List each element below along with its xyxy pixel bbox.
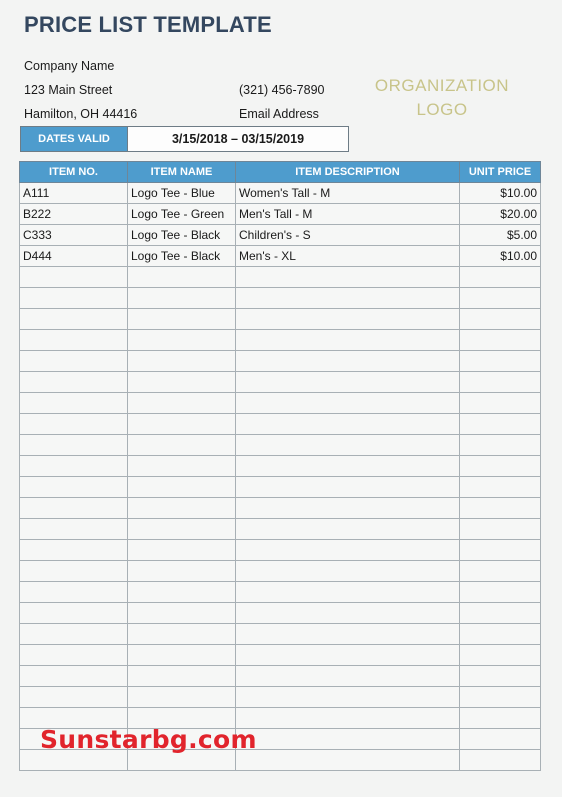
empty-cell[interactable]	[128, 267, 236, 288]
empty-cell[interactable]	[460, 666, 541, 687]
empty-cell[interactable]	[460, 603, 541, 624]
empty-table-row	[20, 561, 541, 582]
empty-cell[interactable]	[128, 288, 236, 309]
cell-item-description[interactable]: Men's - XL	[236, 246, 460, 267]
column-header-item-no: ITEM NO.	[20, 162, 128, 183]
empty-cell[interactable]	[460, 372, 541, 393]
empty-table-row	[20, 498, 541, 519]
empty-cell[interactable]	[128, 561, 236, 582]
table-row	[20, 246, 541, 267]
empty-cell[interactable]	[236, 393, 460, 414]
empty-table-row	[20, 477, 541, 498]
empty-cell[interactable]	[20, 603, 128, 624]
empty-cell[interactable]	[236, 519, 460, 540]
empty-table-row	[20, 351, 541, 372]
empty-cell[interactable]	[460, 624, 541, 645]
empty-cell[interactable]	[20, 519, 128, 540]
empty-cell[interactable]	[20, 666, 128, 687]
empty-cell[interactable]	[128, 519, 236, 540]
empty-table-row	[20, 519, 541, 540]
empty-cell[interactable]	[128, 624, 236, 645]
empty-cell[interactable]	[128, 540, 236, 561]
empty-cell[interactable]	[128, 414, 236, 435]
empty-cell[interactable]	[460, 561, 541, 582]
empty-cell[interactable]	[128, 393, 236, 414]
empty-cell[interactable]	[20, 351, 128, 372]
empty-cell[interactable]	[460, 330, 541, 351]
empty-cell[interactable]	[236, 267, 460, 288]
company-street: 123 Main Street	[24, 83, 113, 97]
empty-cell[interactable]	[236, 666, 460, 687]
cell-item-no[interactable]: B222	[20, 204, 128, 225]
empty-cell[interactable]	[460, 456, 541, 477]
empty-cell[interactable]	[128, 687, 236, 708]
company-name: Company Name	[24, 59, 115, 73]
column-header-item-name: ITEM NAME	[128, 162, 236, 183]
empty-cell[interactable]	[460, 435, 541, 456]
cell-item-no[interactable]: A111	[20, 183, 128, 204]
empty-cell[interactable]	[20, 309, 128, 330]
empty-table-row	[20, 540, 541, 561]
cell-item-no[interactable]: D444	[20, 246, 128, 267]
empty-cell[interactable]	[20, 561, 128, 582]
empty-cell[interactable]	[236, 477, 460, 498]
empty-table-row	[20, 624, 541, 645]
empty-cell[interactable]	[20, 330, 128, 351]
empty-cell[interactable]	[236, 435, 460, 456]
column-header-item-description: ITEM DESCRIPTION	[236, 162, 460, 183]
empty-cell[interactable]	[460, 498, 541, 519]
empty-cell[interactable]	[460, 477, 541, 498]
empty-cell[interactable]	[20, 477, 128, 498]
empty-cell[interactable]	[128, 456, 236, 477]
empty-cell[interactable]	[460, 645, 541, 666]
empty-cell[interactable]	[236, 540, 460, 561]
empty-cell[interactable]	[236, 351, 460, 372]
cell-item-name[interactable]: Logo Tee - Black	[128, 246, 236, 267]
empty-cell[interactable]	[236, 498, 460, 519]
empty-table-row	[20, 666, 541, 687]
dates-valid-label: DATES VALID	[21, 127, 128, 151]
logo-line-1: ORGANIZATION	[374, 76, 510, 95]
empty-cell[interactable]	[460, 519, 541, 540]
empty-cell[interactable]	[460, 351, 541, 372]
empty-table-row	[20, 288, 541, 309]
cell-item-name[interactable]: Logo Tee - Blue	[128, 183, 236, 204]
column-header-unit-price: UNIT PRICE	[460, 162, 541, 183]
cell-unit-price[interactable]: $10.00	[460, 183, 541, 204]
empty-cell[interactable]	[20, 582, 128, 603]
empty-cell[interactable]	[20, 645, 128, 666]
empty-table-row	[20, 582, 541, 603]
empty-cell[interactable]	[20, 372, 128, 393]
empty-cell[interactable]	[128, 351, 236, 372]
empty-cell[interactable]	[460, 687, 541, 708]
empty-table-row	[20, 603, 541, 624]
empty-cell[interactable]	[460, 708, 541, 729]
empty-cell[interactable]	[128, 603, 236, 624]
table-row	[20, 204, 541, 225]
price-table	[19, 161, 541, 771]
empty-table-row	[20, 456, 541, 477]
empty-table-row	[20, 393, 541, 414]
dates-valid-value[interactable]: 3/15/2018 – 03/15/2019	[171, 132, 305, 146]
empty-cell[interactable]	[20, 456, 128, 477]
company-city: Hamilton, OH 44416	[24, 107, 138, 121]
empty-cell[interactable]	[128, 330, 236, 351]
empty-cell[interactable]	[460, 729, 541, 750]
cell-item-name[interactable]: Logo Tee - Green	[128, 204, 236, 225]
empty-cell[interactable]	[236, 624, 460, 645]
table-header-row	[20, 162, 541, 183]
empty-cell[interactable]	[236, 750, 460, 771]
table-row	[20, 225, 541, 246]
empty-cell[interactable]	[20, 540, 128, 561]
empty-cell[interactable]	[20, 498, 128, 519]
empty-cell[interactable]	[128, 477, 236, 498]
cell-item-description[interactable]: Women's Tall - M	[236, 183, 460, 204]
empty-table-row	[20, 330, 541, 351]
cell-unit-price[interactable]: $20.00	[460, 204, 541, 225]
empty-cell[interactable]	[236, 687, 460, 708]
table-row	[20, 183, 541, 204]
organization-logo-placeholder	[372, 74, 512, 122]
empty-cell[interactable]	[460, 309, 541, 330]
page-title: PRICE LIST TEMPLATE	[24, 12, 272, 37]
empty-cell[interactable]	[236, 414, 460, 435]
empty-table-row	[20, 645, 541, 666]
cell-item-description[interactable]: Men's Tall - M	[236, 204, 460, 225]
empty-cell[interactable]	[236, 582, 460, 603]
empty-cell[interactable]	[236, 645, 460, 666]
empty-cell[interactable]	[460, 267, 541, 288]
dates-valid-box	[20, 126, 349, 152]
empty-cell[interactable]	[128, 309, 236, 330]
empty-cell[interactable]	[128, 372, 236, 393]
empty-cell[interactable]	[236, 729, 460, 750]
empty-cell[interactable]	[236, 372, 460, 393]
logo-line-2: LOGO	[416, 100, 468, 119]
watermark-text: Sunstarbg.com	[40, 725, 257, 754]
empty-cell[interactable]	[460, 288, 541, 309]
table-body	[20, 183, 541, 771]
cell-unit-price[interactable]: $5.00	[460, 225, 541, 246]
empty-cell[interactable]	[20, 624, 128, 645]
empty-table-row	[20, 687, 541, 708]
empty-cell[interactable]	[236, 561, 460, 582]
empty-cell[interactable]	[20, 435, 128, 456]
cell-item-name[interactable]: Logo Tee - Black	[128, 225, 236, 246]
company-phone: (321) 456-7890	[239, 83, 325, 97]
empty-table-row	[20, 309, 541, 330]
empty-table-row	[20, 414, 541, 435]
empty-cell[interactable]	[236, 288, 460, 309]
cell-item-description[interactable]: Children's - S	[236, 225, 460, 246]
company-email: Email Address	[239, 107, 319, 121]
empty-cell[interactable]	[236, 456, 460, 477]
cell-item-no[interactable]: C333	[20, 225, 128, 246]
empty-table-row	[20, 372, 541, 393]
empty-cell[interactable]	[20, 414, 128, 435]
cell-unit-price[interactable]: $10.00	[460, 246, 541, 267]
empty-cell[interactable]	[236, 330, 460, 351]
empty-cell[interactable]	[128, 498, 236, 519]
empty-cell[interactable]	[460, 393, 541, 414]
empty-cell[interactable]	[20, 288, 128, 309]
empty-cell[interactable]	[236, 603, 460, 624]
empty-cell[interactable]	[128, 666, 236, 687]
empty-cell[interactable]	[460, 414, 541, 435]
empty-cell[interactable]	[236, 708, 460, 729]
empty-cell[interactable]	[20, 267, 128, 288]
empty-table-row	[20, 267, 541, 288]
empty-cell[interactable]	[460, 540, 541, 561]
empty-cell[interactable]	[236, 309, 460, 330]
empty-table-row	[20, 435, 541, 456]
empty-cell[interactable]	[20, 687, 128, 708]
empty-cell[interactable]	[460, 582, 541, 603]
empty-cell[interactable]	[460, 750, 541, 771]
empty-cell[interactable]	[128, 645, 236, 666]
empty-cell[interactable]	[128, 435, 236, 456]
empty-cell[interactable]	[20, 393, 128, 414]
empty-cell[interactable]	[128, 582, 236, 603]
